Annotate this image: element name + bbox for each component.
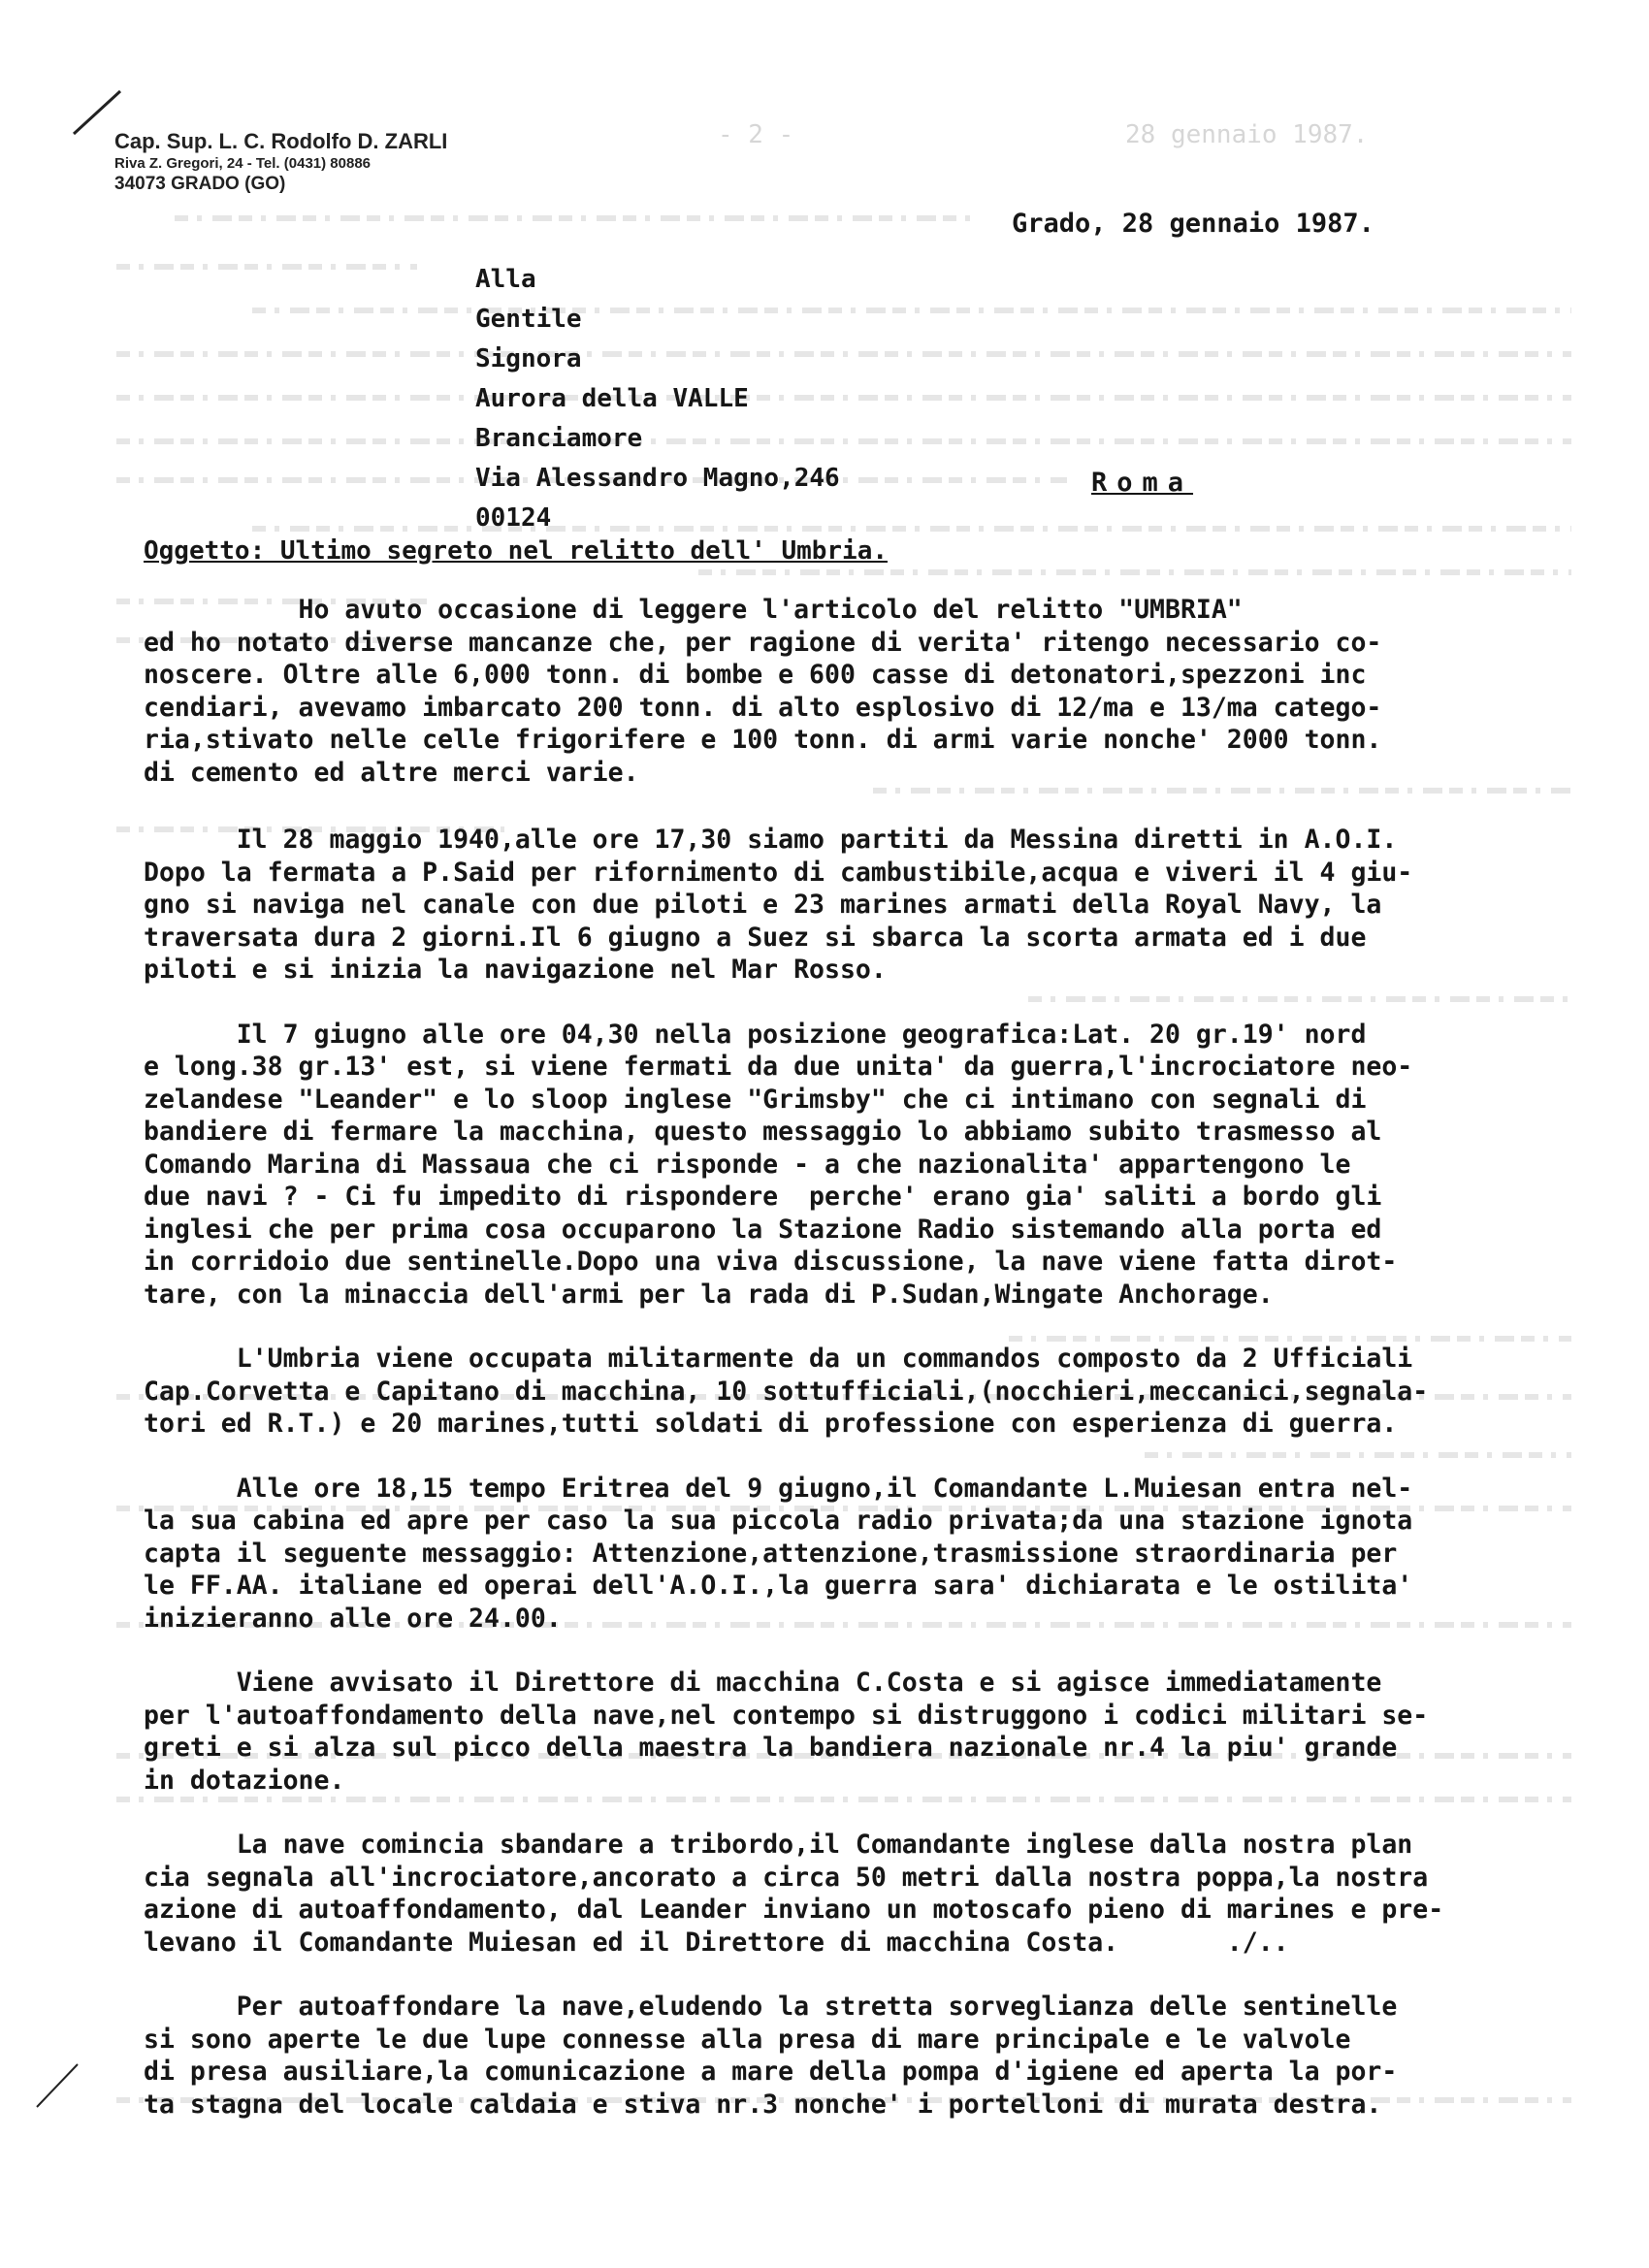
body-line: cia segnala all'incrociatore,ancorato a circa 50 metri dalla nostra poppa,la nostra: [144, 1862, 1429, 1893]
body-line: noscere. Oltre alle 6,000 tonn. di bombe e 600 casse di detonatori,spezzoni inc: [144, 660, 1367, 690]
body-line: inizieranno alle ore 24.00.: [144, 1603, 562, 1634]
body-line: La nave comincia sbandare a tribordo,il Comandante inglese dalla nostra plan: [144, 1830, 1413, 1860]
body-paragraph: [144, 594, 1589, 789]
recipient-line: Via Alessandro Magno,246: [475, 464, 840, 493]
body-line: ed ho notato diverse mancanze che, per ragione di verita' ritengo necessario co-: [144, 627, 1382, 658]
date-line: Grado, 28 gennaio 1987.: [1012, 209, 1374, 239]
body-line: Dopo la fermata a P.Said per rifornimento di cambustibile,acqua e viveri il 4 giu-: [144, 857, 1413, 888]
letterhead-address: Riva Z. Gregori, 24 - Tel. (0431) 80886: [114, 154, 372, 172]
body-paragraph: [144, 1991, 1589, 2121]
body-line: la sua cabina ed apre per caso la sua piccola radio privata;da una stazione ignota: [144, 1506, 1413, 1536]
recipient-line: Gentile: [475, 305, 582, 334]
body-line: tori ed R.T.) e 20 marines,tutti soldati di professione con esperienza di guerra.: [144, 1409, 1398, 1439]
letterhead-name: Cap. Sup. L. C. Rodolfo D. ZARLI: [114, 129, 448, 153]
body-line: Ho avuto occasione di leggere l'articolo del relitto "UMBRIA": [144, 595, 1243, 625]
recipient-line: 00124: [475, 503, 552, 533]
recipient-line: Alla: [475, 265, 536, 294]
body-line: due navi ? - Ci fu impedito di rispondere perche' erano gia' saliti a bordo gli: [144, 1182, 1382, 1212]
body-line: gno si naviga nel canale con due piloti e 23 marines armati della Royal Navy, la: [144, 890, 1382, 920]
body-line: di presa ausiliare,la comunicazione a mare della pompa d'igiene ed aperta la por-: [144, 2057, 1398, 2087]
body-paragraph: [144, 1343, 1589, 1441]
body-line: cendiari, avevamo imbarcato 200 tonn. di alto esplosivo di 12/ma e 13/ma catego-: [144, 692, 1382, 723]
body-line: zelandese "Leander" e lo sloop inglese "Grimsby" che ci intimano con segnali di: [144, 1084, 1367, 1115]
bleed-page-number: - 2 -: [718, 120, 794, 149]
subject-line: Oggetto: Ultimo segreto nel relitto dell' Umbria.: [144, 536, 889, 566]
body-line: per l'autoaffondamento della nave,nel contempo si distruggono i codici militari se-: [144, 1700, 1429, 1731]
body-line: e long.38 gr.13' est, si viene fermati da due unita' da guerra,l'incrociatore neo-: [144, 1052, 1413, 1082]
body-paragraph: [144, 824, 1589, 987]
body-line: piloti e si inizia la navigazione nel Mar Rosso.: [144, 955, 887, 985]
recipient-block: [475, 260, 840, 538]
body-paragraph: [144, 1473, 1589, 1636]
body-line: greti e si alza sul picco della maestra la bandiera nazionale nr.4 la piu' grande: [144, 1733, 1398, 1763]
letter-body: [144, 594, 1589, 2153]
body-line: ria,stivato nelle celle frigorifere e 100 tonn. di armi varie nonche' 2000 tonn.: [144, 725, 1382, 755]
body-line: tare, con la minaccia dell'armi per la rada di P.Sudan,Wingate Anchorage.: [144, 1279, 1274, 1310]
body-line: Viene avvisato il Direttore di macchina C.Costa e si agisce immediatamente: [144, 1668, 1382, 1698]
body-line: levano il Comandante Muiesan ed il Direttore di macchina Costa. ./..: [144, 1927, 1289, 1958]
body-line: in corridoio due sentinelle.Dopo una viva discussione, la nave viene fatta dirot-: [144, 1247, 1398, 1277]
body-line: Il 7 giugno alle ore 04,30 nella posizione geografica:Lat. 20 gr.19' nord: [144, 1019, 1367, 1050]
recipient-line: Signora: [475, 344, 582, 373]
bleed-date: 28 gennaio 1987.: [1125, 120, 1369, 149]
body-paragraph: [144, 1019, 1589, 1312]
body-line: bandiere di fermare la macchina, questo messaggio lo abbiamo subito trasmesso al: [144, 1117, 1382, 1147]
body-line: L'Umbria viene occupata militarmente da un commandos composto da 2 Ufficiali: [144, 1344, 1413, 1374]
body-line: Il 28 maggio 1940,alle ore 17,30 siamo partiti da Messina diretti in A.O.I.: [144, 825, 1398, 855]
body-line: inglesi che per prima cosa occuparono la Stazione Radio sistemando alla porta ed: [144, 1214, 1382, 1245]
body-line: di cemento ed altre merci varie.: [144, 757, 639, 788]
destination-city: Roma: [1091, 468, 1194, 498]
letterhead-stamp: [114, 128, 447, 196]
recipient-line: Aurora della VALLE: [475, 384, 749, 413]
body-line: Cap.Corvetta e Capitano di macchina, 10 sottufficiali,(nocchieri,meccanici,segnala-: [144, 1376, 1429, 1407]
body-paragraph: [144, 1829, 1589, 1959]
body-line: traversata dura 2 giorni.Il 6 giugno a Suez si sbarca la scorta armata ed i due: [144, 922, 1367, 953]
body-line: le FF.AA. italiane ed operai dell'A.O.I.,la guerra sara' dichiarata e le ostilita': [144, 1571, 1413, 1601]
recipient-line: Branciamore: [475, 424, 643, 453]
pen-stroke-mark: [31, 2057, 89, 2115]
body-paragraph: [144, 1667, 1589, 1797]
body-line: in dotazione.: [144, 1765, 345, 1796]
body-line: Alle ore 18,15 tempo Eritrea del 9 giugno,il Comandante L.Muiesan entra nel-: [144, 1473, 1413, 1504]
body-line: Comando Marina di Massaua che ci risponde - a che nazionalita' appartengono le: [144, 1149, 1351, 1180]
body-line: capta il seguente messaggio: Attenzione,attenzione,trasmissione straordinaria per: [144, 1538, 1398, 1569]
body-line: azione di autoaffondamento, dal Leander inviano un motoscafo pieno di marines e pre-: [144, 1895, 1444, 1925]
body-line: ta stagna del locale caldaia e stiva nr.3 nonche' i portelloni di murata destra.: [144, 2089, 1382, 2120]
body-line: si sono aperte le due lupe connesse alla presa di mare principale e le valvole: [144, 2024, 1351, 2055]
body-line: Per autoaffondare la nave,eludendo la stretta sorveglianza delle sentinelle: [144, 1992, 1398, 2022]
letterhead-city: 34073 GRADO (GO): [114, 174, 286, 195]
